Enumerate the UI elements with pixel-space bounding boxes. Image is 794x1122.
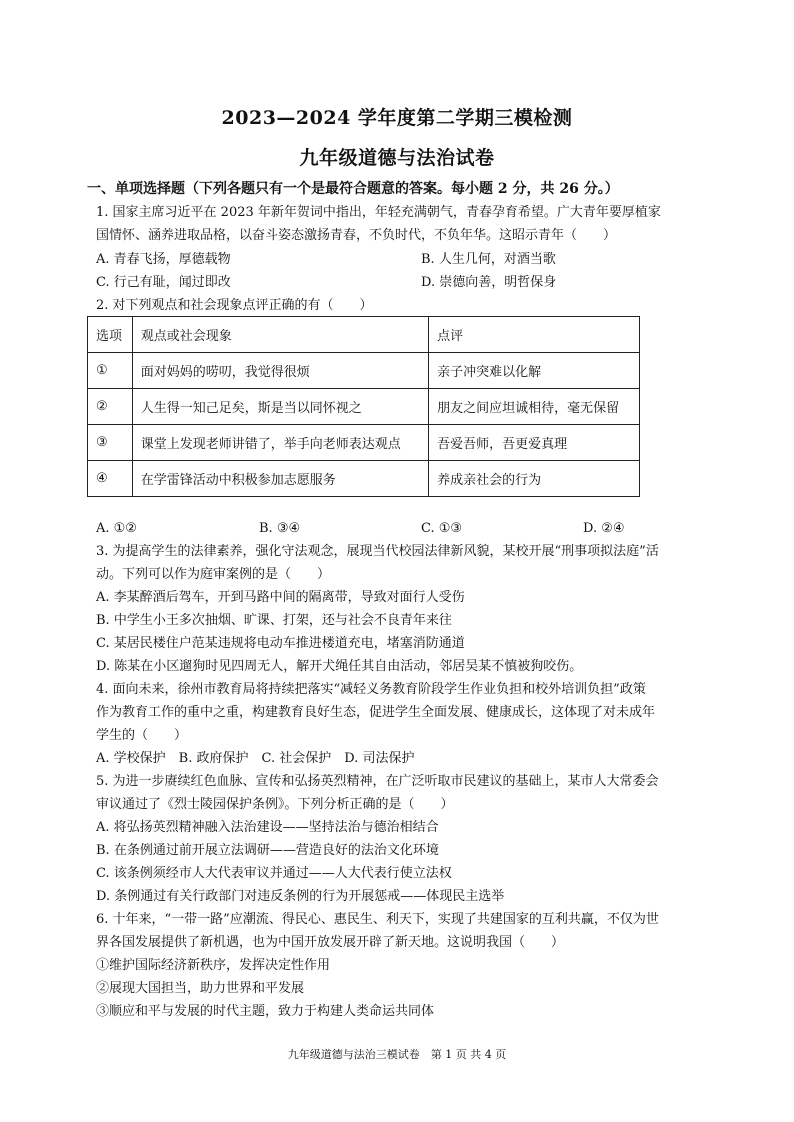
table-cell: 在学雷锋活动中积极参加志愿服务	[132, 461, 428, 497]
q1-option-d: D. 崇德向善，明哲保身	[421, 275, 557, 290]
q4-line1: 4. 面向未来，徐州市教育局将持续把落实“减轻义务教育阶段学生作业负担和校外培训负担”政策	[96, 682, 646, 697]
table-header-cell: 观点或社会现象	[132, 317, 428, 353]
q6-line2: 界各国发展提供了新机遇，也为中国开放发展开辟了新天地。这说明我国（ ）	[96, 935, 565, 950]
q4-options: A. 学校保护 B. 政府保护 C. 社会保护 D. 司法保护	[96, 751, 415, 766]
table-cell: 朋友之间应坦诚相待，毫无保留	[429, 389, 640, 425]
q6-statement-1: ①维护国际经济新秩序，发挥决定性作用	[96, 958, 331, 973]
table-header-cell: 点评	[429, 317, 640, 353]
table-cell: 面对妈妈的唠叨，我觉得很烦	[132, 353, 428, 389]
table-cell: 课堂上发现老师讲错了，举手向老师表达观点	[132, 425, 428, 461]
q5-option-a: A. 将弘扬英烈精神融入法治建设——坚持法治与德治相结合	[96, 820, 439, 835]
q5-option-c: C. 该条例须经市人大代表审议并通过——人大代表行使立法权	[96, 866, 452, 881]
q2-option-a: A. ①②	[96, 521, 137, 536]
q2-option-c: C. ①③	[421, 521, 463, 536]
q2-table	[87, 316, 640, 497]
table-cell: 吾爱吾师，吾更爱真理	[429, 425, 640, 461]
q1-option-a: A. 青春飞扬，厚德载物	[96, 252, 231, 267]
q5-option-b: B. 在条例通过前开展立法调研——营造良好的法治文化环境	[96, 843, 439, 858]
table-cell: ②	[88, 389, 133, 425]
q5-line1: 5. 为进一步赓续红色血脉、宣传和弘扬英烈精神，在广泛听取市民建议的基础上，某市人大常委会	[96, 774, 659, 789]
table-cell: ①	[88, 353, 133, 389]
q4-line2: 作为教育工作的重中之重，构建教育良好生态，促进学生全面发展、健康成长，这体现了对未成年	[96, 705, 656, 720]
exam-subtitle: 九年级道德与法治试卷	[299, 147, 495, 169]
q6-statement-2: ②展现大国担当，助力世界和平发展	[96, 981, 305, 996]
q5-line2: 审议通过了《烈士陵园保护条例》。下列分析正确的是（ ）	[96, 797, 454, 812]
q3-option-d: D. 陈某在小区遛狗时见四周无人，解开犬绳任其自由活动，邻居吴某不慎被狗咬伤。	[96, 659, 583, 674]
table-row	[88, 461, 640, 497]
q5-option-d: D. 条例通过有关行政部门对违反条例的行为开展惩戒——体现民主选举	[96, 889, 505, 904]
q3-option-c: C. 某居民楼住户范某违规将电动车推进楼道充电，堵塞消防通道	[96, 636, 465, 651]
table-cell: 亲子冲突难以化解	[429, 353, 640, 389]
q2-option-b: B. ③④	[259, 521, 301, 536]
table-header-row	[88, 317, 640, 353]
table-cell: ③	[88, 425, 133, 461]
table-cell: ④	[88, 461, 133, 497]
table-row	[88, 389, 640, 425]
q2-option-d: D. ②④	[583, 521, 625, 536]
exam-title: 2023—2024 学年度第二学期三模检测	[221, 107, 573, 129]
q6-statement-3: ③顺应和平与发展的时代主题，致力于构建人类命运共同体	[96, 1004, 435, 1019]
section-heading: 一、单项选择题（下列各题只有一个是最符合题意的答案。每小题 2 分，共 26 分。）	[87, 181, 619, 197]
q4-line3: 学生的（ ）	[96, 728, 188, 743]
page-footer: 九年级道德与法治三模试卷 第 1 页 共 4 页	[287, 1048, 507, 1061]
q1-line1: 1. 国家主席习近平在 2023 年新年贺词中指出，年轻充满朝气，青春孕育希望。广大青年要厚植家	[96, 205, 661, 220]
q3-option-b: B. 中学生小王多次抽烟、旷课、打架，还与社会不良青年来往	[96, 613, 452, 628]
table-cell: 人生得一知己足矣，斯是当以同怀视之	[132, 389, 428, 425]
q3-line2: 动。下列可以作为庭审案例的是（ ）	[96, 567, 331, 582]
q1-option-b: B. 人生几何，对酒当歌	[421, 252, 556, 267]
table-cell: 养成亲社会的行为	[429, 461, 640, 497]
q3-line1: 3. 为提高学生的法律素养，强化守法观念，展现当代校园法律新风貌，某校开展“刑事项拟法庭”活	[96, 544, 659, 559]
q6-line1: 6. 十年来，“一带一路”应潮流、得民心、惠民生、利天下，实现了共建国家的互利共赢，不仅为世	[96, 912, 659, 927]
q1-option-c: C. 行己有耻，闻过即改	[96, 275, 231, 290]
q3-option-a: A. 李某醉酒后驾车，开到马路中间的隔离带，导致对面行人受伤	[96, 590, 465, 605]
table-header-cell: 选项	[88, 317, 133, 353]
table-row	[88, 353, 640, 389]
table-row	[88, 425, 640, 461]
q2-stem: 2. 对下列观点和社会现象点评正确的有（ ）	[96, 298, 373, 313]
q1-line2: 国情怀、涵养进取品格，以奋斗姿态激扬青春，不负时代，不负年华。这昭示青年（ ）	[96, 228, 617, 243]
